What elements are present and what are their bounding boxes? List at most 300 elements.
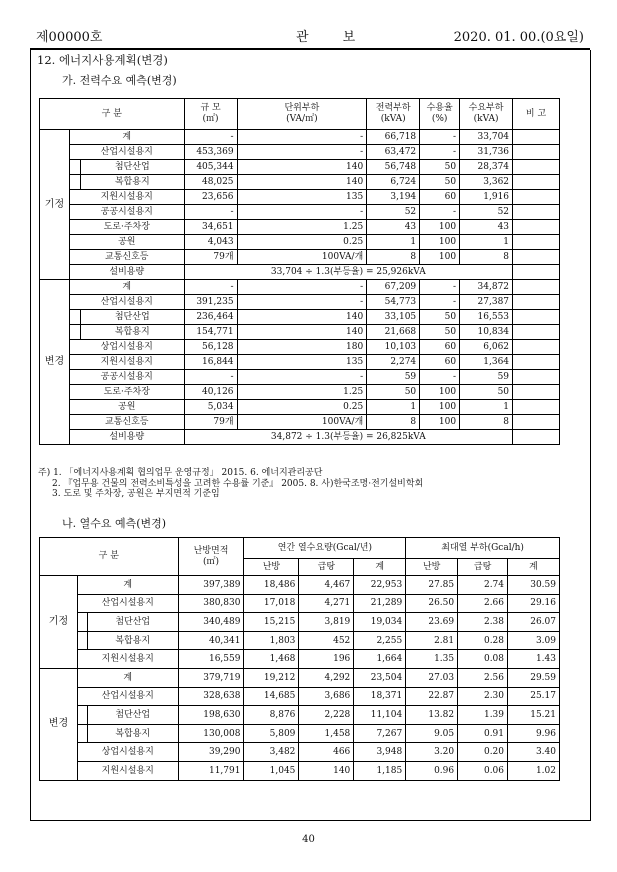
row-label: 첨단산업 [80, 160, 184, 175]
cell-aw: 452 [299, 631, 354, 650]
cell-rate: 100 [420, 385, 460, 400]
cell-remark [513, 355, 560, 370]
cell-ah: 18,486 [244, 576, 299, 595]
cell-load: 59 [367, 370, 420, 385]
cell-rate: 50 [420, 325, 460, 340]
cell-unit: 1.25 [237, 385, 367, 400]
indent-cell [69, 175, 80, 190]
cell-rate: - [420, 370, 460, 385]
cell-demand: 6,062 [460, 340, 513, 355]
note-3: 3. 도로 및 주차장, 공원은 부지면적 기준임 [52, 489, 220, 499]
cell-rate: 100 [420, 235, 460, 250]
cell-scale: 34,651 [184, 220, 237, 235]
header-heating-3: 난방 [406, 559, 458, 576]
table-row [40, 130, 560, 145]
cell-rate: 50 [420, 160, 460, 175]
cell-remark [513, 385, 560, 400]
cell-demand: 43 [460, 220, 513, 235]
cell-aw: 4,292 [299, 668, 354, 687]
cell-load: 21,668 [367, 325, 420, 340]
cell-ph: 3.20 [406, 743, 458, 762]
cell-remark [513, 175, 560, 190]
cell-ah: 17,018 [244, 594, 299, 613]
cell-load: 1 [367, 235, 420, 250]
cell-unit: - [237, 280, 367, 295]
cell-load: 56,748 [367, 160, 420, 175]
row-label: 지원시설용지 [69, 355, 184, 370]
header-annual: 연간 열수요량(Gcal/년) [244, 538, 406, 559]
cell-ph: 27.03 [406, 668, 458, 687]
group-label: 변경 [40, 280, 70, 445]
heat-header-row-1 [40, 538, 560, 559]
cell-demand: 31,736 [460, 145, 513, 160]
cell-at: 18,371 [354, 687, 406, 706]
row-label: 복합용지 [80, 325, 184, 340]
header-col-5: 수요부하 (kVA) [460, 99, 513, 130]
row-label: 산업시설용지 [77, 594, 178, 613]
cell-scale: 4,043 [184, 235, 237, 250]
cell-area: 11,791 [178, 761, 244, 780]
header-total-2: 계 [354, 559, 406, 576]
row-label: 공원 [69, 400, 184, 415]
cell-ah: 3,482 [244, 743, 299, 762]
header-col-4: 수용율 (%) [420, 99, 460, 130]
table-row [40, 385, 560, 400]
header-col-2: 단위부하 (VA/㎡) [237, 99, 367, 130]
cell-remark [513, 415, 560, 430]
table-row [40, 650, 560, 669]
table-row [40, 250, 560, 265]
header-category: 구 분 [40, 99, 185, 130]
header-hotwater-4: 급탕 [458, 559, 508, 576]
cell-unit: - [237, 130, 367, 145]
cell-unit: 100VA/개 [237, 250, 367, 265]
cell-scale: - [184, 130, 237, 145]
cell-pw: 1.39 [458, 706, 508, 725]
table-row [40, 613, 560, 632]
cell-load: 66,718 [367, 130, 420, 145]
cell-pt: 29.59 [508, 668, 560, 687]
cell-pw: 2.74 [458, 576, 508, 595]
cell-remark [513, 250, 560, 265]
cell-area: 39,290 [178, 743, 244, 762]
cell-pt: 1.43 [508, 650, 560, 669]
indent-cell [69, 160, 80, 175]
row-label: 지원시설용지 [77, 761, 178, 780]
cell-remark [513, 220, 560, 235]
cell-scale: - [184, 205, 237, 220]
capacity-label: 설비용량 [69, 430, 184, 445]
group-label: 기정 [40, 576, 78, 669]
cell-unit: 140 [237, 310, 367, 325]
row-label: 지원시설용지 [69, 190, 184, 205]
note-1: 주) 1. 「에너지사용계획 협의업무 운영규정」 2015. 6. 에너지관리공단 [38, 468, 323, 478]
cell-remark [513, 295, 560, 310]
cell-scale: - [184, 280, 237, 295]
group-label: 변경 [40, 668, 78, 780]
table-row [40, 400, 560, 415]
cell-ph: 27.85 [406, 576, 458, 595]
indent-cell [77, 706, 87, 725]
cell-area: 379,719 [178, 668, 244, 687]
table-row [40, 190, 560, 205]
row-label: 교통신호등 [69, 415, 184, 430]
cell-at: 1,185 [354, 761, 406, 780]
cell-aw: 466 [299, 743, 354, 762]
row-label: 첨단산업 [80, 310, 184, 325]
cell-at: 23,504 [354, 668, 406, 687]
cell-area: 397,389 [178, 576, 244, 595]
cell-unit: 135 [237, 190, 367, 205]
cell-at: 22,953 [354, 576, 406, 595]
capacity-label: 설비용량 [69, 265, 184, 280]
table-row [40, 370, 560, 385]
cell-load: 63,472 [367, 145, 420, 160]
table-row [40, 631, 560, 650]
cell-load: 67,209 [367, 280, 420, 295]
table-row [40, 220, 560, 235]
row-label: 산업시설용지 [69, 295, 184, 310]
cell-area: 40,341 [178, 631, 244, 650]
cell-scale: - [184, 370, 237, 385]
cell-remark [513, 145, 560, 160]
header-col-1: 규 모 (㎡) [184, 99, 237, 130]
cell-unit: 1.25 [237, 220, 367, 235]
cell-pw: 2.38 [458, 613, 508, 632]
group-label: 기정 [40, 130, 70, 280]
header-heating-0: 난방 [244, 559, 299, 576]
cell-pt: 3.09 [508, 631, 560, 650]
table-row [40, 175, 560, 190]
cell-remark [513, 265, 560, 280]
cell-rate: - [420, 145, 460, 160]
notes [38, 468, 423, 500]
cell-unit: 0.25 [237, 400, 367, 415]
cell-scale: 453,369 [184, 145, 237, 160]
cell-remark [513, 235, 560, 250]
cell-aw: 2,228 [299, 706, 354, 725]
cell-pt: 30.59 [508, 576, 560, 595]
table-row [40, 724, 560, 743]
table-row [40, 355, 560, 370]
cell-pt: 29.16 [508, 594, 560, 613]
cell-at: 7,267 [354, 724, 406, 743]
table-row [40, 145, 560, 160]
cell-rate: 100 [420, 415, 460, 430]
page-header [30, 26, 590, 48]
cell-ah: 15,215 [244, 613, 299, 632]
cell-ph: 26.50 [406, 594, 458, 613]
cell-unit: - [237, 145, 367, 160]
cell-demand: 52 [460, 205, 513, 220]
cell-load: 1 [367, 400, 420, 415]
cell-ah: 8,876 [244, 706, 299, 725]
cell-load: 54,773 [367, 295, 420, 310]
cell-remark [513, 160, 560, 175]
row-label: 계 [77, 576, 178, 595]
table-row [40, 668, 560, 687]
cell-unit: - [237, 295, 367, 310]
table-row [40, 280, 560, 295]
heat-demand-table [39, 537, 560, 781]
cell-pw: 0.06 [458, 761, 508, 780]
indent-cell [69, 325, 80, 340]
cell-demand: 8 [460, 250, 513, 265]
table-row [40, 415, 560, 430]
cell-rate: - [420, 205, 460, 220]
cell-load: 8 [367, 415, 420, 430]
cell-area: 130,008 [178, 724, 244, 743]
table-row [40, 706, 560, 725]
cell-demand: 50 [460, 385, 513, 400]
cell-pt: 1.02 [508, 761, 560, 780]
row-label: 상업시설용지 [69, 340, 184, 355]
row-label: 계 [69, 280, 184, 295]
cell-rate: 50 [420, 310, 460, 325]
cell-scale: 405,344 [184, 160, 237, 175]
cell-scale: 40,126 [184, 385, 237, 400]
cell-scale: 5,034 [184, 400, 237, 415]
capacity-row [40, 430, 560, 445]
issue-date: 2020. 01. 00.(0요일) [453, 30, 584, 45]
cell-rate: - [420, 280, 460, 295]
gazette-title: 관 보 [296, 30, 356, 45]
power-subtitle: 가. 전력수요 예측(변경) [62, 74, 177, 87]
cell-unit: 135 [237, 355, 367, 370]
cell-pt: 9.96 [508, 724, 560, 743]
table-row [40, 761, 560, 780]
row-label: 복합용지 [87, 631, 178, 650]
cell-scale: 48,025 [184, 175, 237, 190]
table-row [40, 205, 560, 220]
cell-at: 2,255 [354, 631, 406, 650]
cell-remark [513, 325, 560, 340]
cell-pt: 25.17 [508, 687, 560, 706]
cell-ph: 23.69 [406, 613, 458, 632]
row-label: 지원시설용지 [77, 650, 178, 669]
cell-at: 19,034 [354, 613, 406, 632]
cell-remark [513, 205, 560, 220]
cell-area: 198,630 [178, 706, 244, 725]
cell-at: 1,664 [354, 650, 406, 669]
heat-subtitle: 나. 열수요 예측(변경) [62, 517, 167, 530]
cell-remark [513, 130, 560, 145]
cell-load: 8 [367, 250, 420, 265]
row-label: 공공시설용지 [69, 370, 184, 385]
cell-unit: - [237, 205, 367, 220]
cell-ph: 1.35 [406, 650, 458, 669]
cell-scale: 391,235 [184, 295, 237, 310]
cell-pt: 26.07 [508, 613, 560, 632]
cell-demand: 1,364 [460, 355, 513, 370]
cell-demand: 8 [460, 415, 513, 430]
cell-demand: 59 [460, 370, 513, 385]
row-label: 계 [77, 668, 178, 687]
cell-demand: 1 [460, 235, 513, 250]
cell-scale: 79개 [184, 250, 237, 265]
cell-area: 328,638 [178, 687, 244, 706]
cell-pw: 0.91 [458, 724, 508, 743]
cell-load: 10,103 [367, 340, 420, 355]
cell-ah: 1,803 [244, 631, 299, 650]
cell-remark [513, 430, 560, 445]
cell-demand: 33,704 [460, 130, 513, 145]
page-number: 40 [302, 834, 315, 845]
cell-remark [513, 340, 560, 355]
row-label: 첨단산업 [87, 613, 178, 632]
cell-demand: 28,374 [460, 160, 513, 175]
table-row [40, 310, 560, 325]
cell-at: 21,289 [354, 594, 406, 613]
cell-load: 33,105 [367, 310, 420, 325]
cell-rate: 100 [420, 220, 460, 235]
cell-rate: 50 [420, 175, 460, 190]
cell-load: 43 [367, 220, 420, 235]
cell-aw: 1,458 [299, 724, 354, 743]
cell-aw: 196 [299, 650, 354, 669]
cell-rate: 60 [420, 340, 460, 355]
row-label: 첨단산업 [87, 706, 178, 725]
capacity-value: 34,872 ÷ 1.3(부등율) = 26,825kVA [184, 430, 512, 445]
indent-cell [77, 613, 87, 632]
cell-remark [513, 190, 560, 205]
cell-load: 52 [367, 205, 420, 220]
cell-rate: - [420, 130, 460, 145]
capacity-row [40, 265, 560, 280]
cell-at: 3,948 [354, 743, 406, 762]
table-row [40, 743, 560, 762]
cell-demand: 34,872 [460, 280, 513, 295]
row-label: 상업시설용지 [77, 743, 178, 762]
row-label: 공공시설용지 [69, 205, 184, 220]
cell-load: 50 [367, 385, 420, 400]
cell-rate: 60 [420, 190, 460, 205]
cell-unit: 140 [237, 325, 367, 340]
row-label: 교통신호등 [69, 250, 184, 265]
cell-demand: 1 [460, 400, 513, 415]
cell-pw: 2.56 [458, 668, 508, 687]
cell-ph: 9.05 [406, 724, 458, 743]
cell-ph: 22.87 [406, 687, 458, 706]
indent-cell [69, 310, 80, 325]
cell-demand: 3,362 [460, 175, 513, 190]
table-row [40, 295, 560, 310]
cell-scale: 154,771 [184, 325, 237, 340]
power-demand-table [39, 98, 560, 445]
cell-demand: 10,834 [460, 325, 513, 340]
cell-unit: 140 [237, 160, 367, 175]
cell-remark [513, 310, 560, 325]
cell-ah: 1,468 [244, 650, 299, 669]
capacity-value: 33,704 ÷ 1.3(부등율) = 25,926kVA [184, 265, 512, 280]
issue-number: 제00000호 [36, 30, 103, 45]
cell-pw: 0.08 [458, 650, 508, 669]
table-row [40, 235, 560, 250]
cell-rate: - [420, 295, 460, 310]
cell-remark [513, 370, 560, 385]
cell-load: 2,274 [367, 355, 420, 370]
cell-ah: 19,212 [244, 668, 299, 687]
cell-scale: 16,844 [184, 355, 237, 370]
section-title: 12. 에너지사용계획(변경) [37, 53, 168, 67]
row-label: 도로·주차장 [69, 385, 184, 400]
cell-area: 340,489 [178, 613, 244, 632]
cell-ph: 13.82 [406, 706, 458, 725]
cell-aw: 4,467 [299, 576, 354, 595]
cell-aw: 4,271 [299, 594, 354, 613]
cell-aw: 140 [299, 761, 354, 780]
cell-unit: - [237, 370, 367, 385]
cell-ah: 5,809 [244, 724, 299, 743]
table-row [40, 594, 560, 613]
header-col-3: 전력부하 (kVA) [367, 99, 420, 130]
cell-area: 16,559 [178, 650, 244, 669]
cell-remark [513, 280, 560, 295]
header-total-5: 계 [508, 559, 560, 576]
row-label: 도로·주차장 [69, 220, 184, 235]
table-row [40, 687, 560, 706]
cell-ph: 0.96 [406, 761, 458, 780]
cell-at: 11,104 [354, 706, 406, 725]
cell-scale: 79개 [184, 415, 237, 430]
cell-pw: 2.66 [458, 594, 508, 613]
note-2: 2. 『업무용 건물의 전력소비특성을 고려한 수용률 기준』 2005. 8. 사)한국조명·전기설비학회 [52, 478, 424, 489]
header-category: 구 분 [40, 538, 179, 576]
row-label: 공원 [69, 235, 184, 250]
cell-area: 380,830 [178, 594, 244, 613]
table-row [40, 340, 560, 355]
cell-rate: 60 [420, 355, 460, 370]
cell-ph: 2.81 [406, 631, 458, 650]
header-area: 난방면적 (㎡) [178, 538, 244, 576]
cell-pw: 2.30 [458, 687, 508, 706]
cell-demand: 1,916 [460, 190, 513, 205]
cell-unit: 180 [237, 340, 367, 355]
row-label: 계 [69, 130, 184, 145]
cell-demand: 27,387 [460, 295, 513, 310]
row-label: 산업시설용지 [69, 145, 184, 160]
row-label: 복합용지 [80, 175, 184, 190]
table-row [40, 325, 560, 340]
table-row [40, 576, 560, 595]
cell-pt: 3.40 [508, 743, 560, 762]
header-hotwater-1: 급탕 [299, 559, 354, 576]
cell-aw: 3,819 [299, 613, 354, 632]
cell-pw: 0.20 [458, 743, 508, 762]
header-peak: 최대열 부하(Gcal/h) [406, 538, 560, 559]
cell-scale: 23,656 [184, 190, 237, 205]
cell-scale: 236,464 [184, 310, 237, 325]
cell-load: 3,194 [367, 190, 420, 205]
power-header-row [40, 99, 560, 130]
cell-rate: 100 [420, 400, 460, 415]
cell-unit: 140 [237, 175, 367, 190]
table-row [40, 160, 560, 175]
cell-ah: 1,045 [244, 761, 299, 780]
cell-ah: 14,685 [244, 687, 299, 706]
cell-scale: 56,128 [184, 340, 237, 355]
cell-unit: 0.25 [237, 235, 367, 250]
cell-pw: 0.28 [458, 631, 508, 650]
indent-cell [77, 631, 87, 650]
header-col-6: 비 고 [513, 99, 560, 130]
cell-aw: 3,686 [299, 687, 354, 706]
cell-demand: 16,553 [460, 310, 513, 325]
row-label: 복합용지 [87, 724, 178, 743]
cell-load: 6,724 [367, 175, 420, 190]
cell-remark [513, 400, 560, 415]
row-label: 산업시설용지 [77, 687, 178, 706]
